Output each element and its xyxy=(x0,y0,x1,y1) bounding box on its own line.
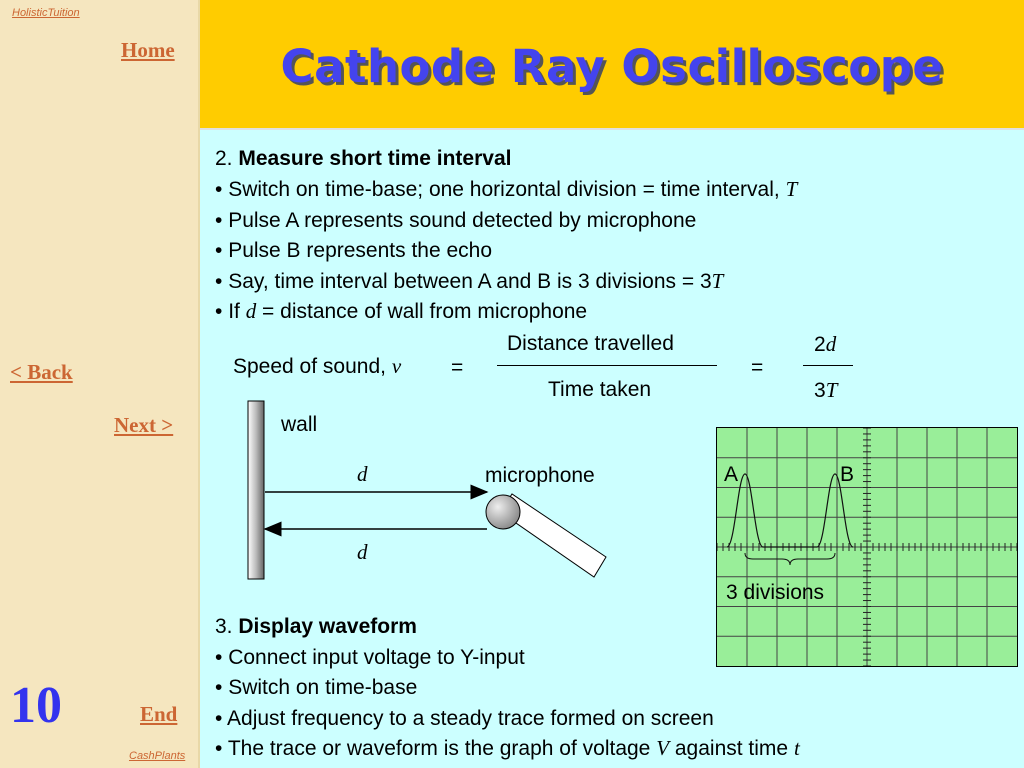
brand-link[interactable]: HolisticTuition xyxy=(12,7,80,19)
bullet-pulse-b: • Pulse B represents the echo xyxy=(215,239,493,262)
bullet-text: Say, time interval between A and B is 3 divisions = 3 xyxy=(228,270,712,293)
distance-label-top: d xyxy=(357,462,368,486)
bullet-text: The trace or waveform is the graph of voltage xyxy=(227,737,651,760)
bullet-text: Adjust frequency to a steady trace formed on screen xyxy=(227,707,714,730)
page-title: Cathode Ray Oscilloscope xyxy=(280,40,944,93)
back-link[interactable]: < Back xyxy=(10,360,73,384)
bullet-text: against time xyxy=(674,737,789,760)
var-d: d xyxy=(245,299,257,323)
next-link[interactable]: Next > xyxy=(114,413,174,437)
var-v-upper: V xyxy=(656,736,670,760)
var-t-lower: t xyxy=(793,736,800,760)
coef: 2 xyxy=(814,333,826,356)
formula-equals-2: = xyxy=(751,356,764,379)
footer-link[interactable]: CashPlants xyxy=(129,750,186,762)
distance-label-bottom: d xyxy=(357,540,368,564)
bullet-time-base: • Switch on time-base xyxy=(215,676,418,699)
microphone-icon xyxy=(486,495,520,529)
bullet-interval: • Say, time interval between A and B is 3 divisions = 3T xyxy=(215,269,724,293)
scope-grid xyxy=(717,428,1017,666)
var-t: T xyxy=(711,269,724,293)
waveform-trace xyxy=(727,474,853,547)
var-t: T xyxy=(785,177,798,201)
bullet-distance: • If d = distance of wall from microphone xyxy=(215,299,588,323)
bullet-text: Connect input voltage to Y-input xyxy=(228,646,525,669)
bullet-text: Pulse B represents the echo xyxy=(228,239,493,262)
var-v: v xyxy=(391,354,402,378)
bullet-text: Switch on time-base; one horizontal division = time interval, xyxy=(228,178,780,201)
bullet-text: = distance of wall from microphone xyxy=(262,300,588,323)
formula-numerator-1: Distance travelled xyxy=(507,332,674,355)
section2-title: Measure short time interval xyxy=(238,147,512,170)
var-d: d xyxy=(825,332,837,356)
bullet-pulse-a: • Pulse A represents sound detected by microphone xyxy=(215,209,697,232)
bullet-text: If xyxy=(228,300,240,323)
bullet-timebase: • Switch on time-base; one horizontal division = time interval, T xyxy=(215,177,798,201)
bullet-waveform: • The trace or waveform is the graph of voltage V against time t xyxy=(215,736,800,760)
divisions-label: 3 divisions xyxy=(726,581,825,604)
section3-number: 3. xyxy=(215,615,233,638)
var-t: T xyxy=(825,378,838,402)
wall-shape xyxy=(248,401,264,579)
formula-equals-1: = xyxy=(451,356,464,379)
home-link[interactable]: Home xyxy=(121,38,175,62)
formula-lhs-text: Speed of sound, xyxy=(233,355,386,378)
bullet-text: Switch on time-base xyxy=(228,676,418,699)
oscilloscope-screen xyxy=(716,427,1018,667)
end-link[interactable]: End xyxy=(140,702,178,726)
divisions-brace xyxy=(745,553,835,565)
bullet-y-input: • Connect input voltage to Y-input xyxy=(215,646,525,669)
formula-denominator-1: Time taken xyxy=(548,378,652,401)
page-number: 10 xyxy=(10,677,62,734)
wall-label: wall xyxy=(281,413,318,436)
section3-title: Display waveform xyxy=(238,615,417,638)
bullet-text: Pulse A represents sound detected by microphone xyxy=(228,209,697,232)
pulse-a-label: A xyxy=(724,463,739,486)
coef: 3 xyxy=(814,379,826,402)
section3-heading xyxy=(215,614,417,639)
microphone-label: microphone xyxy=(485,464,595,487)
section2-number: 2. xyxy=(215,147,233,170)
bullet-frequency: • Adjust frequency to a steady trace formed on screen xyxy=(215,707,714,730)
pulse-b-label: B xyxy=(840,463,855,486)
